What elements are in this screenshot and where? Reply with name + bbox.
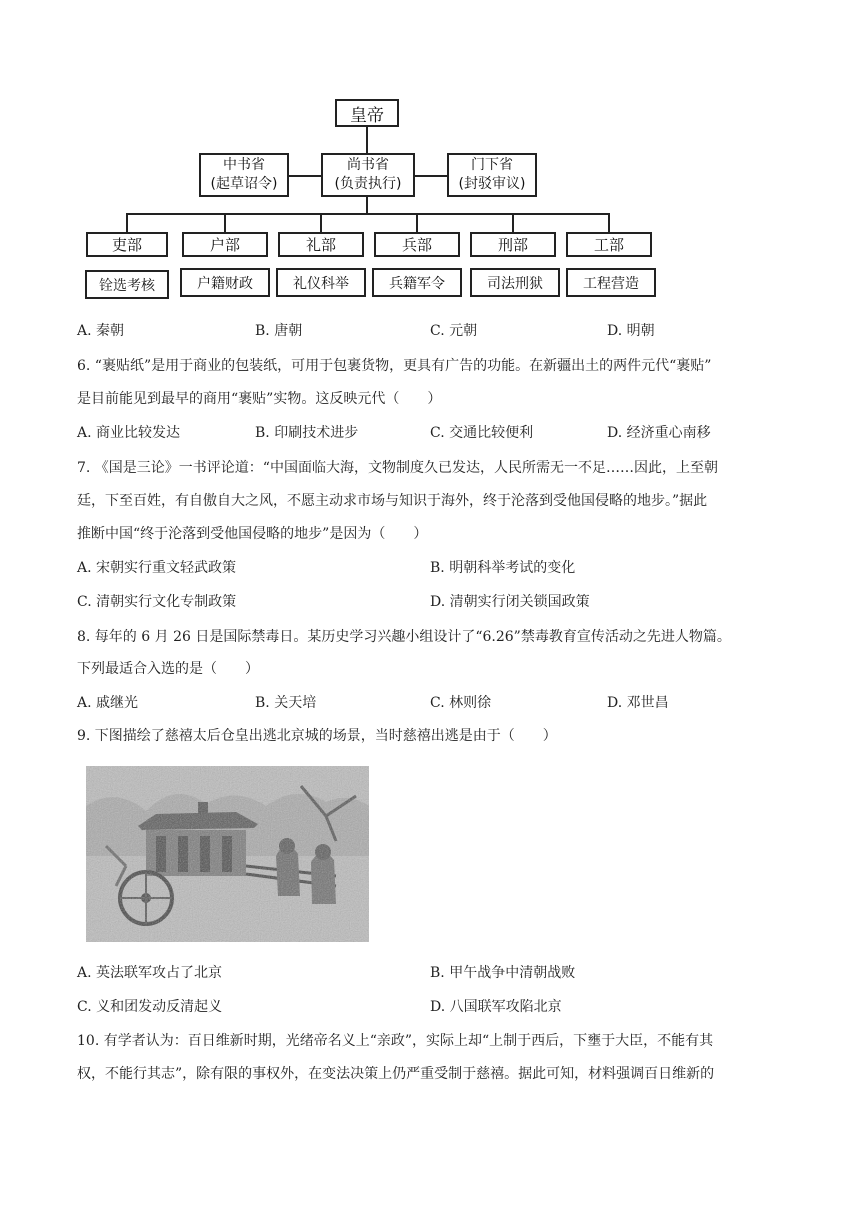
ministry-name: 尚书省 — [347, 157, 389, 173]
emperor-box — [335, 99, 399, 127]
department-function-box — [85, 270, 169, 299]
connector-line — [512, 213, 514, 232]
ministry-box-menxia — [447, 153, 537, 197]
department-box — [374, 232, 460, 257]
department-name: 户部 — [209, 236, 240, 254]
option-a[interactable]: A. 英法联军攻占了北京 — [77, 965, 223, 981]
connector-line — [224, 213, 226, 232]
question-text: 6. “裹贴纸”是用于商业的包装纸，可用于包裹货物，更具有广告的功能。在新疆出土的两件元代“裹贴” — [77, 358, 712, 374]
department-name: 礼部 — [305, 236, 336, 254]
department-name: 兵部 — [401, 236, 432, 254]
department-function: 铨选考核 — [99, 277, 155, 294]
question-text: 8. 每年的 6 月 26 日是国际禁毒日。某历史学习兴趣小组设计了“6.26”禁毒教育宣传活动之先进人物篇。 — [77, 629, 731, 645]
department-name: 刑部 — [497, 236, 528, 254]
department-box — [470, 232, 556, 257]
ministry-box-shangshu — [321, 153, 415, 197]
question-text: 廷，下至百姓，有自傲自大之风，不愿主动求市场与知识于海外，终于沦落到受他国侵略的地步。”据此 — [77, 493, 708, 509]
ministry-box-zhongshu — [199, 153, 289, 197]
department-function-box — [566, 268, 656, 297]
question-text: 下列最适合入选的是（ ） — [77, 661, 259, 677]
option-d[interactable]: D. 明朝 — [607, 323, 655, 339]
engraving-image — [86, 766, 369, 942]
option-b[interactable]: B. 唐朝 — [255, 323, 303, 339]
connector-line — [126, 213, 610, 215]
ministry-name: 中书省 — [223, 157, 265, 173]
option-b[interactable]: B. 关天培 — [255, 695, 317, 711]
cixi-escape-illustration — [86, 766, 369, 942]
option-c[interactable]: C. 交通比较便利 — [430, 425, 534, 441]
connector-line — [366, 127, 368, 153]
option-c[interactable]: C. 义和团发动反清起义 — [77, 999, 223, 1015]
department-name: 工部 — [593, 236, 624, 254]
department-box — [566, 232, 652, 257]
department-function-box — [180, 268, 270, 297]
ministry-role: (负责执行) — [334, 176, 402, 192]
option-a[interactable]: A. 秦朝 — [77, 323, 125, 339]
department-name: 吏部 — [111, 236, 142, 254]
option-b[interactable]: B. 明朝科举考试的变化 — [430, 560, 576, 576]
connector-line — [126, 213, 128, 232]
question-text: 9. 下图描绘了慈禧太后仓皇出逃北京城的场景，当时慈禧出逃是由于（ ） — [77, 728, 557, 744]
question-text: 7. 《国是三论》一书评论道：“中国面临大海，文物制度久已发达，人民所需无一不足……因此，上至朝 — [77, 460, 718, 476]
option-c[interactable]: C. 清朝实行文化专制政策 — [77, 594, 237, 610]
department-box — [278, 232, 364, 257]
department-function: 户籍财政 — [197, 275, 253, 292]
ministry-role: (封驳审议) — [458, 176, 526, 192]
option-b[interactable]: B. 甲午战争中清朝战败 — [430, 965, 576, 981]
option-d[interactable]: D. 邓世昌 — [607, 695, 669, 711]
connector-line — [289, 175, 321, 177]
department-box — [182, 232, 268, 257]
connector-line — [366, 197, 368, 214]
question-text: 权，不能行其志”，除有限的事权外，在变法决策上仍严重受制于慈禧。据此可知，材料强调百日维新的 — [77, 1066, 715, 1082]
department-function: 礼仪科举 — [293, 275, 349, 292]
option-d[interactable]: D. 八国联军攻陷北京 — [430, 999, 562, 1015]
emperor-label: 皇帝 — [350, 105, 384, 126]
option-d[interactable]: D. 清朝实行闭关锁国政策 — [430, 594, 590, 610]
department-function: 兵籍军令 — [389, 275, 445, 292]
question-text: 推断中国“终于沦落到受他国侵略的地步”是因为（ ） — [77, 526, 428, 542]
department-function: 工程营造 — [583, 275, 639, 292]
question-text: 是目前能见到最早的商用“裹贴”实物。这反映元代（ ） — [77, 391, 442, 407]
ministry-name: 门下省 — [471, 157, 513, 173]
option-c[interactable]: C. 元朝 — [430, 323, 478, 339]
option-a[interactable]: A. 商业比较发达 — [77, 425, 181, 441]
option-a[interactable]: A. 戚继光 — [77, 695, 139, 711]
connector-line — [320, 213, 322, 232]
department-function: 司法刑狱 — [487, 275, 543, 292]
option-b[interactable]: B. 印刷技术进步 — [255, 425, 359, 441]
question-text: 10. 有学者认为：百日维新时期，光绪帝名义上“亲政”，实际上却“上制于西后，下壅于大臣，不能有其 — [77, 1033, 714, 1049]
connector-line — [608, 213, 610, 232]
option-a[interactable]: A. 宋朝实行重文轻武政策 — [77, 560, 237, 576]
option-c[interactable]: C. 林则徐 — [430, 695, 492, 711]
department-function-box — [372, 268, 462, 297]
department-function-box — [470, 268, 560, 297]
connector-line — [416, 213, 418, 232]
option-d[interactable]: D. 经济重心南移 — [607, 425, 711, 441]
department-box — [86, 232, 168, 257]
ministry-role: (起草诏令) — [210, 176, 278, 192]
department-function-box — [276, 268, 366, 297]
connector-line — [415, 175, 447, 177]
